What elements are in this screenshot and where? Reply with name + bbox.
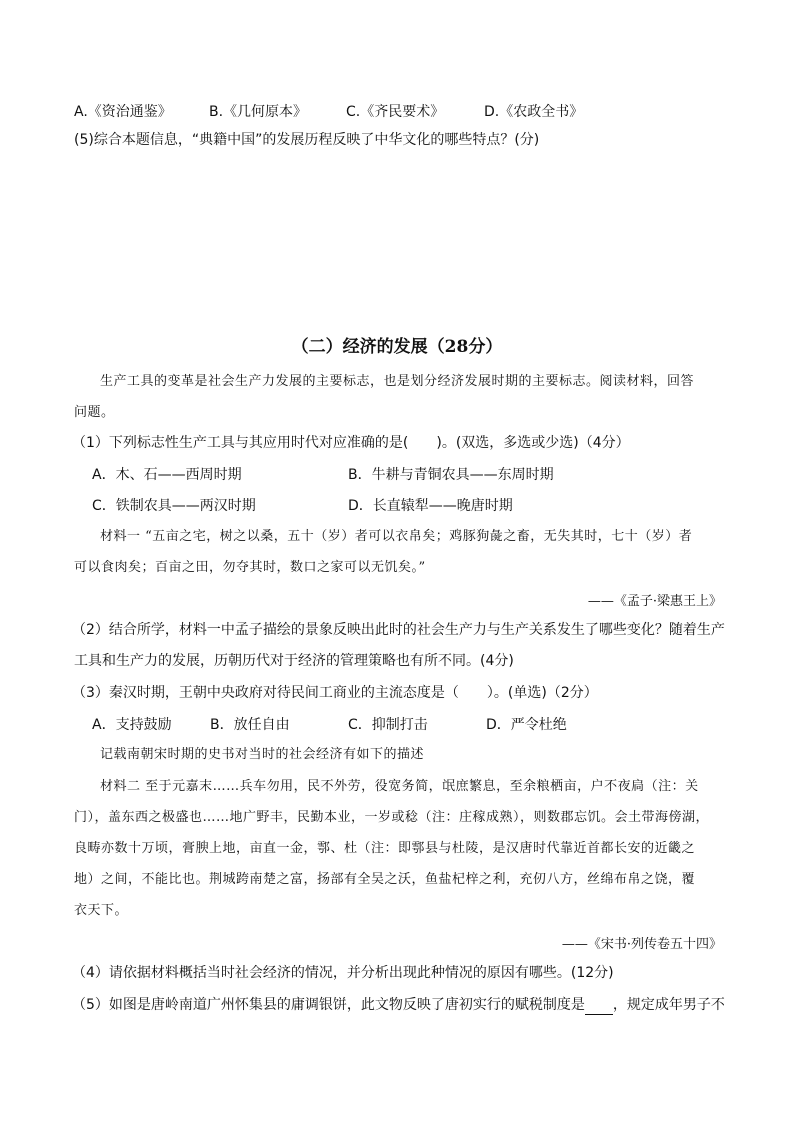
material-2-intro: 记载南朝宋时期的史书对当时的社会经济有如下的描述 (100, 747, 425, 762)
question-5-text-a: （5）如图是唐岭南道广州怀集县的庸调银饼，此文物反映了唐初实行的赋税制度是 (72, 997, 585, 1013)
question-2-line-1: （2）结合所学，材料一中孟子描绘的景象反映出此时的社会生产力与生产关系发生了哪些变化？随着生产 (72, 622, 725, 638)
q3-option-b: B．放任自由 (210, 717, 290, 733)
section-title: （二）经济的发展（28分） (291, 337, 503, 357)
q3-option-a: A．支持鼓励 (92, 717, 172, 733)
material-1-line-1: 材料一 “五亩之宅，树之以桑，五十（岁）者可以衣帛矣；鸡豚狗彘之畜，无失其时，七十（岁）者 (100, 529, 693, 544)
material-2-line-2: 门），盖东西之极盛也……地广野丰，民勤本业，一岁或稔（注：庄稼成熟），则数郡忘饥。会土带海傍湖， (74, 810, 710, 825)
question-5 (72, 995, 725, 1015)
question-1: （1）下列标志性生产工具与其应用时代对应准确的是( )。(双选，多选或少选)（4分） (72, 435, 630, 451)
material-2-line-4: 地）之间，不能比也。荆城跨南楚之富，扬部有全吴之沃，鱼盐杞梓之利，充仞八方，丝绵布帛之饶，覆 (74, 872, 696, 887)
option-c: C.《齐民要术》 (346, 104, 445, 120)
material-2-source: ——《宋书·列传卷五十四》 (561, 937, 722, 952)
intro-line-2: 问题。 (74, 405, 115, 420)
q1-option-c: C．铁制农具——两汉时期 (92, 498, 256, 514)
material-1-source: ——《孟子·梁惠王上》 (587, 594, 722, 609)
material-2-line-3: 良畴亦数十万顷，膏腴上地，亩直一金，鄠、杜（注：即鄠县与杜陵，是汉唐时代靠近首都长安的近畿之 (74, 841, 696, 856)
option-a: A.《资治通鉴》 (74, 104, 172, 120)
material-2-line-5: 衣天下。 (74, 903, 129, 918)
q1-option-a: A．木、石——西周时期 (92, 467, 242, 483)
question-3: （3）秦汉时期，王朝中央政府对待民间工商业的主流态度是（ ）。(单选)（2分） (72, 685, 598, 701)
q1-option-b: B．牛耕与青铜农具——东周时期 (348, 467, 554, 483)
question-2-line-2: 工具和生产力的发展，历朝历代对于经济的管理策略也有所不同。(4分) (74, 653, 514, 669)
question-5-text-b: ，规定成年男子不 (612, 997, 725, 1013)
material-2-line-1: 材料二 至于元嘉末……兵车勿用，民不外劳，役宽务简，氓庶繁息，至余粮栖亩，户不夜扃（注：关 (100, 779, 699, 794)
answer-blank[interactable] (585, 1000, 613, 1015)
q1-option-d: D．长直辕犁——晚唐时期 (348, 498, 513, 514)
question-4: （4）请依据材料概括当时社会经济的情况，并分析出现此种情况的原因有哪些。(12分) (72, 965, 614, 981)
option-b: B.《几何原本》 (209, 104, 308, 120)
material-1-line-2: 可以食肉矣；百亩之田，勿夺其时，数口之家可以无饥矣。” (74, 560, 426, 575)
q3-option-c: C．抑制打击 (348, 717, 428, 733)
question-5-previous: (5)综合本题信息，“典籍中国”的发展历程反映了中华文化的哪些特点？(分) (74, 132, 540, 148)
q3-option-d: D．严令杜绝 (486, 717, 567, 733)
intro-line-1: 生产工具的变革是社会生产力发展的主要标志，也是划分经济发展时期的主要标志。阅读材料，回答 (100, 374, 695, 389)
option-d: D.《农政全书》 (484, 104, 584, 120)
